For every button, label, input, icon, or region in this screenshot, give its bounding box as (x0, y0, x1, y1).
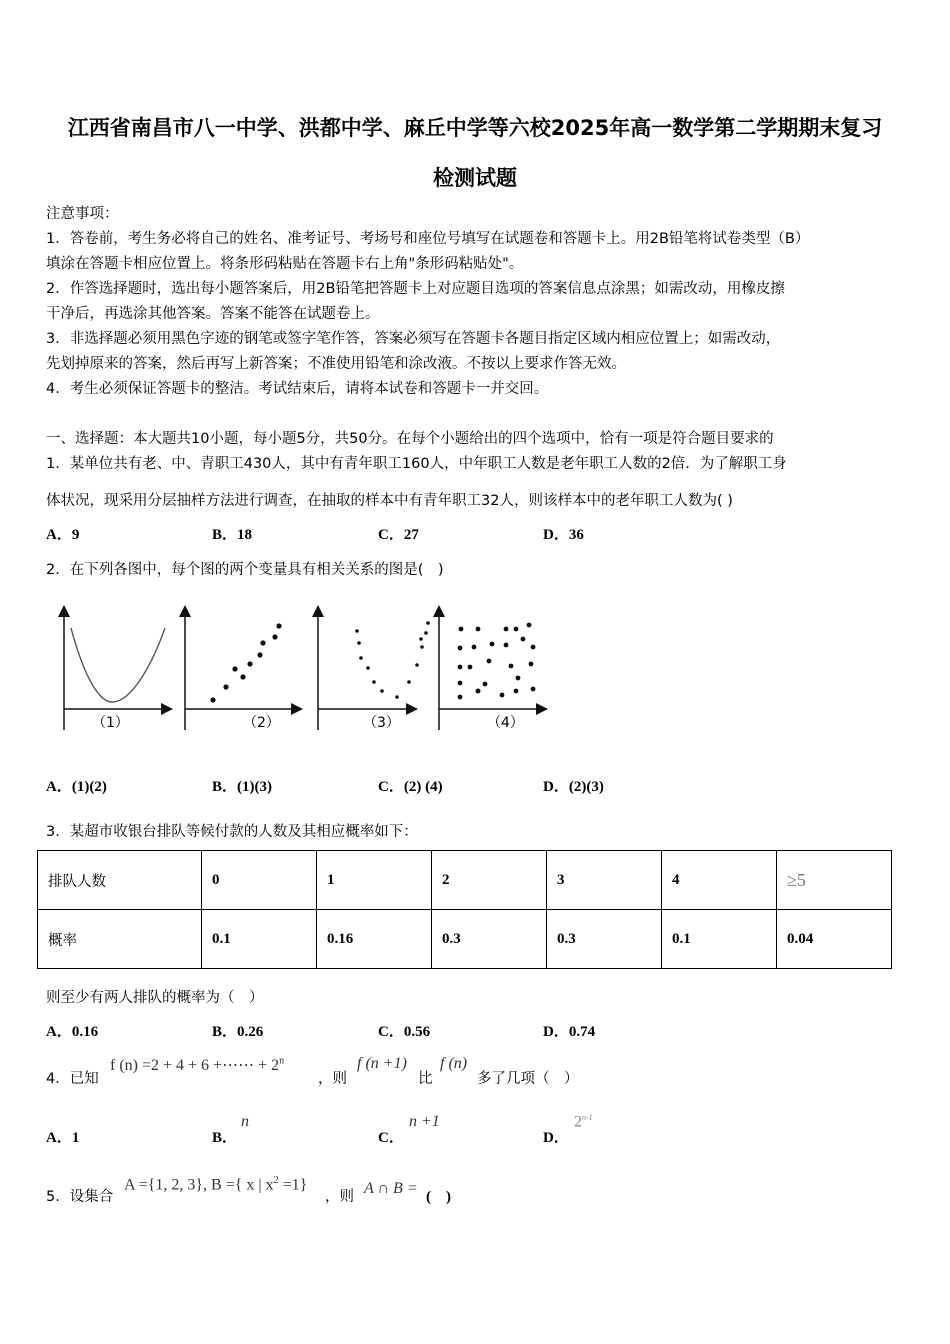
scatter-dot (210, 697, 215, 702)
q4-mid2: 比 (418, 1071, 433, 1087)
scatter-dot (407, 680, 411, 684)
scatter-dot (459, 627, 464, 632)
scatter-dot (476, 627, 481, 632)
parabola-curve (71, 628, 165, 702)
scatter-dot (490, 642, 495, 647)
notice-line: 先划掉原来的答案，然后再写上新答案；不准使用铅笔和涂改液。不按以上要求作答无效。 (46, 356, 626, 372)
q4-option-a: A．1 (46, 1130, 80, 1146)
notice-line: 3．非选择题必须用黑色字迹的钢笔或签字笔作答，答案必须写在答题卡各题目指定区域内相应位置上；如需改动， (46, 331, 781, 347)
q4-f1: f (n +1) (357, 1055, 407, 1072)
scatter-dot (483, 682, 488, 687)
scatter-figure (40, 590, 600, 740)
q3-option-a: A．0.16 (46, 1024, 99, 1040)
title-line-2: 检测试题 (433, 166, 517, 190)
figure-label-3: （3） (363, 715, 400, 731)
scatter-dot (514, 627, 519, 632)
scatter-dot (419, 637, 423, 641)
q4-formula (110, 1055, 284, 1075)
scatter-dot (260, 640, 265, 645)
scatter-dot (366, 666, 370, 670)
formula-exponent: 2 (273, 1175, 279, 1186)
q4-option-c-math: n +1 (409, 1113, 440, 1130)
q1-line-1: 1．某单位共有老、中、青职工430人，其中有青年职工160人，中年职工人数是老年职工人数的2倍．为了解职工身 (46, 456, 787, 472)
scatter-dot (359, 656, 363, 660)
probability-table (37, 850, 892, 969)
q5-prefix: 5．设集合 (46, 1189, 114, 1205)
notice-line: 4．考生必须保证答题卡的整洁。考试结束后，请将本试卷和答题卡一并交回。 (46, 381, 549, 397)
scatter-dot (529, 662, 534, 667)
q1-option-d: D．36 (543, 527, 584, 543)
q5-formula (124, 1175, 307, 1194)
scatter-dot (516, 676, 521, 681)
scatter-dot (372, 680, 376, 684)
q4-f2: f (n) (440, 1055, 468, 1072)
q4-suffix: 多了几项（ ） (477, 1071, 579, 1087)
math-base: 2 (574, 1113, 582, 1131)
table-cell: 1 (317, 851, 432, 910)
table-cell: 0.1 (662, 910, 777, 969)
scatter-dot (531, 687, 536, 692)
table-cell: 3 (547, 851, 662, 910)
q2-option-d: D．(2)(3) (543, 779, 604, 795)
notice-heading: 注意事项： (46, 206, 119, 222)
q3-text: 3．某超市收银台排队等候付款的人数及其相应概率如下： (46, 824, 418, 840)
q2-option-a: A．(1)(2) (46, 779, 107, 795)
q1-line-2: 体状况，现采用分层抽样方法进行调查，在抽取的样本中有青年职工32人，则该样本中的老年职工人数为( ) (46, 493, 733, 509)
scatter-dot (458, 646, 463, 651)
table-cell: 0.1 (202, 910, 317, 969)
q4-option-b: B． (212, 1130, 238, 1146)
q4-option-b-math: n (241, 1113, 249, 1130)
scatter-dot (468, 665, 473, 670)
scatter-dot (357, 641, 361, 645)
table-cell: 0.3 (547, 910, 662, 969)
q3-option-d: D．0.74 (543, 1024, 596, 1040)
scatter-dot (531, 645, 536, 650)
q3-option-b: B．0.26 (212, 1024, 264, 1040)
table-cell: 概率 (38, 910, 202, 969)
scatter-dot (527, 623, 532, 628)
q2-text: 2．在下列各图中，每个图的两个变量具有相关关系的图是( ) (46, 562, 444, 578)
table-cell: 2 (432, 851, 547, 910)
q1-option-a: A．9 (46, 527, 80, 543)
q4-option-d: D． (543, 1130, 569, 1146)
scatter-dot (257, 652, 262, 657)
scatter-dot (504, 627, 509, 632)
scatter-dot (458, 665, 463, 670)
q5-paren: ( ) (426, 1189, 451, 1205)
notice-line: 填涂在答题卡相应位置上。将条形码粘贴在答题卡右上角"条形码粘贴处"。 (46, 256, 524, 272)
table-row (38, 851, 892, 910)
figure-label-2: （2） (243, 715, 280, 731)
q1-option-c: C．27 (378, 527, 419, 543)
table-row (38, 910, 892, 969)
scatter-dot (415, 663, 419, 667)
scatter-dot (276, 623, 281, 628)
q3-question: 则至少有两人排队的概率为（ ） (46, 990, 264, 1006)
q2-option-c: C．(2) (4) (378, 779, 443, 795)
q4-option-c: C． (378, 1130, 404, 1146)
scatter-dot (458, 695, 463, 700)
title-line-1: 江西省南昌市八一中学、洪都中学、麻丘中学等六校2025年高一数学第二学期期末复习 (67, 116, 883, 140)
scatter-dot (521, 637, 526, 642)
q5-expr: A ∩ B = (364, 1180, 418, 1197)
scatter-dot (272, 634, 277, 639)
scatter-dot (426, 621, 430, 625)
table-cell: 0.16 (317, 910, 432, 969)
scatter-dot (424, 631, 428, 635)
scatter-dot (514, 689, 519, 694)
scatter-dot (395, 695, 399, 699)
q2-option-b: B．(1)(3) (212, 779, 272, 795)
table-cell: 0.04 (777, 910, 892, 969)
notice-line: 2．作答选择题时，选出每小题答案后，用2B铅笔把答题卡上对应题目选项的答案信息点涂黑；如需改动，用橡皮擦 (46, 281, 785, 297)
table-cell: ≥5 (777, 851, 892, 910)
scatter-dot (223, 684, 228, 689)
scatter-dot (476, 689, 481, 694)
notice-line: 1．答卷前，考生务必将自己的姓名、准考证号、考场号和座位号填写在试题卷和答题卡上。用2B铅笔将试卷类型（B） (46, 231, 810, 247)
figure-label-1: （1） (92, 715, 129, 731)
q4-mid1: ，则 (318, 1071, 347, 1087)
scatter-dot (240, 674, 245, 679)
table-cell: 0 (202, 851, 317, 910)
table-cell: 0.3 (432, 910, 547, 969)
scatter-dot (509, 664, 514, 669)
scatter-dot (458, 681, 463, 686)
scatter-dot (380, 689, 384, 693)
scatter-dot (247, 661, 252, 666)
table-cell: 排队人数 (38, 851, 202, 910)
scatter-dot (355, 629, 359, 633)
table-cell: 4 (662, 851, 777, 910)
q1-option-b: B．18 (212, 527, 253, 543)
scatter-dot (232, 666, 237, 671)
q4-prefix: 4．已知 (46, 1071, 99, 1087)
formula-text: f (n) =2 + 4 + 6 +⋯⋯ + 2 (110, 1057, 280, 1074)
section-heading: 一、选择题：本大题共10小题，每小题5分，共50分。在每个小题给出的四个选项中，恰有一项是符合题目要求的 (46, 431, 774, 447)
figure-label-4: （4） (487, 715, 524, 731)
scatter-dot (500, 693, 505, 698)
scatter-dot (472, 645, 477, 650)
formula-text: A ={1, 2, 3}, B ={ x | x (124, 1176, 274, 1194)
formula-exponent: n (279, 1055, 285, 1067)
scatter-dot (504, 643, 509, 648)
q4-option-d-math (574, 1113, 593, 1131)
scatter-dot (487, 659, 492, 664)
math-exponent: n-1 (582, 1113, 593, 1122)
formula-end: =1} (278, 1176, 308, 1194)
q3-option-c: C．0.56 (378, 1024, 431, 1040)
notice-line: 干净后，再选涂其他答案。答案不能答在试题卷上。 (46, 306, 380, 322)
q5-mid: ，则 (325, 1189, 354, 1205)
scatter-dot (420, 645, 424, 649)
